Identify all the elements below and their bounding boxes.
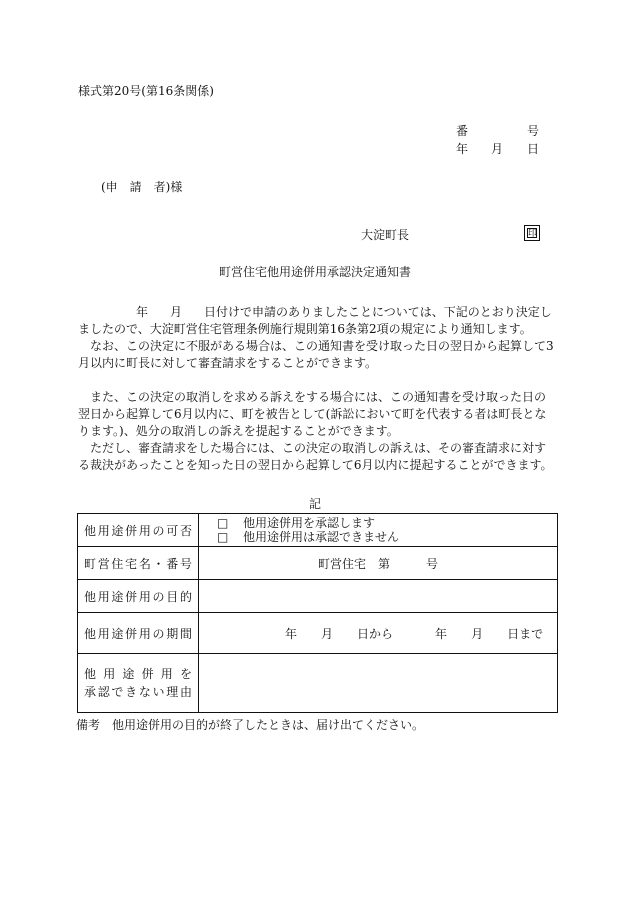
row-label-approval: 他用途併用の可否	[78, 514, 199, 547]
body-paragraph-4	[78, 440, 558, 474]
period-to: 日まで	[507, 626, 544, 641]
table-row-reason	[78, 654, 558, 713]
period-month-2: 月	[471, 626, 484, 641]
row-label-purpose: 他用途併用の目的	[78, 580, 199, 613]
housing-suffix: 号	[426, 556, 439, 571]
para4-text: ただし、審査請求をした場合には、この決定の取消しの訴えは、その審査請求に対する裁決があったことを知った日の翌日から起算して6月以内に提起することができます。	[78, 441, 553, 472]
checkbox-approve[interactable]: □	[217, 516, 229, 530]
row-value-reason[interactable]	[199, 654, 558, 713]
form-number: 様式第20号(第16条関係)	[78, 84, 214, 98]
table-row-purpose	[78, 580, 558, 613]
row-label-period: 他用途併用の期間	[78, 613, 199, 654]
ki-heading: 記	[308, 497, 321, 511]
table-row-housing	[78, 547, 558, 580]
checkbox-deny[interactable]: □	[217, 530, 229, 544]
document-title: 町営住宅他用途併用承認決定通知書	[218, 265, 411, 279]
period-from: 日から	[357, 626, 394, 641]
row-value-housing[interactable]	[199, 547, 558, 580]
body-paragraph-3	[78, 389, 558, 440]
row-value-purpose[interactable]	[199, 580, 558, 613]
period-month-1: 月	[321, 626, 334, 641]
seal-mark: 印	[528, 229, 538, 239]
para2-text: なお、この決定に不服がある場合は、この通知書を受け取った日の翌日から起算して3月以内に町長に対して審査請求をすることができます。	[78, 339, 554, 370]
para1-text: 日付けで申請のありましたことについては、下記のとおり決定しましたので、大淀町営住宅管理条例施行規則第16条第2項の規定により通知します。	[78, 305, 552, 336]
row-value-approval	[199, 514, 558, 547]
date-year-label: 年	[456, 142, 469, 156]
row-label-housing: 町営住宅名・番号	[78, 547, 199, 580]
number-label-ban: 番	[456, 124, 469, 138]
details-table	[77, 513, 558, 713]
option-approve[interactable]	[205, 516, 551, 530]
period-year-1: 年	[285, 626, 298, 641]
option-approve-label: 他用途併用を承認します	[243, 516, 376, 530]
para1-year-label: 年	[136, 305, 149, 319]
option-deny-label: 他用途併用は承認できません	[243, 530, 400, 544]
housing-prefix: 町営住宅 第	[317, 556, 390, 571]
row-value-period[interactable]	[199, 613, 558, 654]
table-row-period	[78, 613, 558, 654]
addressee: (申 請 者)様	[101, 180, 183, 194]
reason-label-line1: 他用途併用を	[84, 667, 192, 681]
reason-label-line2: 承認できない理由	[84, 685, 192, 699]
option-deny[interactable]	[205, 530, 551, 544]
row-label-reason	[78, 654, 199, 713]
period-year-2: 年	[435, 626, 448, 641]
date-day-label: 日	[527, 142, 540, 156]
date-month-label: 月	[491, 142, 504, 156]
table-row-approval	[78, 514, 558, 547]
issuer-name: 大淀町長	[361, 228, 410, 242]
remarks: 備考 他用途併用の目的が終了したときは、届け出てください。	[76, 718, 425, 732]
para3-text: また、この決定の取消しを求める訴えをする場合には、この通知書を受け取った日の翌日から起算して6月以内に、町を被告として(訴訟において町を代表する者は町長となります。)、処分の取消しの訴えを提起することができます。	[78, 390, 547, 438]
body-paragraph-2	[78, 338, 558, 372]
seal-stamp	[524, 225, 540, 241]
para1-month-label: 月	[170, 305, 183, 319]
body-paragraph-1	[78, 304, 558, 338]
number-label-go: 号	[527, 124, 540, 138]
